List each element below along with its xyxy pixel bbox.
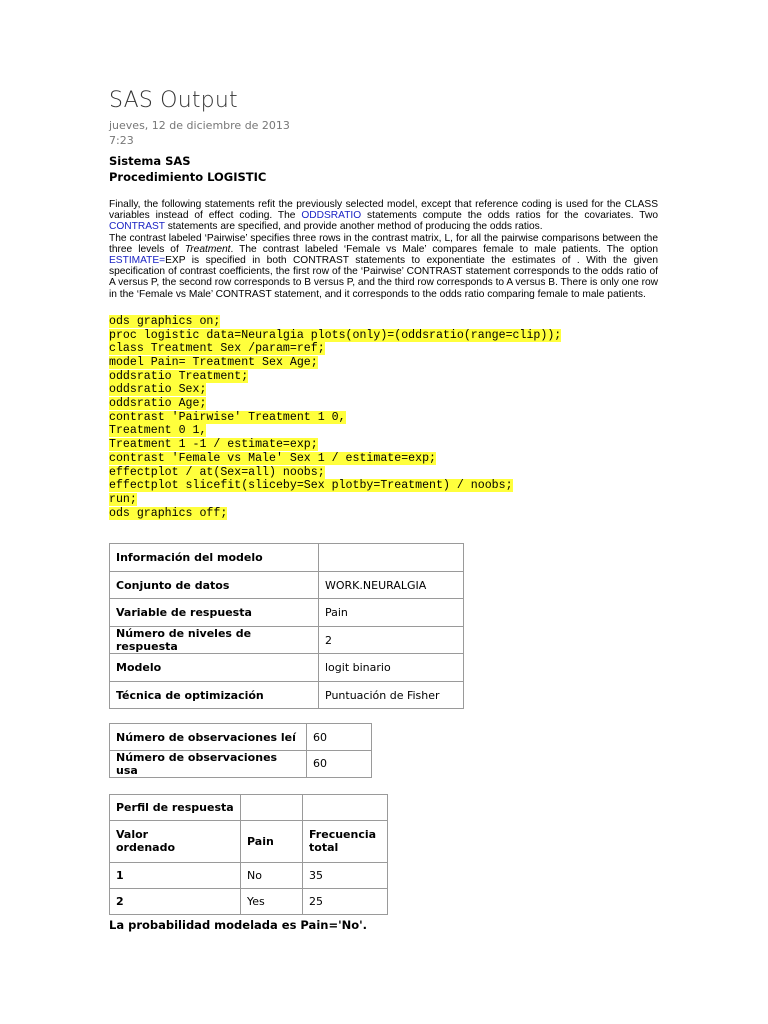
sas-code-block	[109, 315, 661, 521]
table-cell: Técnica de optimización	[110, 681, 319, 709]
table-row	[110, 750, 372, 777]
modeled-probability-note: La probabilidad modelada es Pain='No'.	[109, 917, 368, 932]
response-profile-table	[109, 794, 388, 915]
code-line	[109, 438, 661, 452]
table-cell: Modelo	[110, 654, 319, 682]
code-line	[109, 315, 661, 329]
table-cell: 35	[303, 862, 388, 888]
description-paragraph-2	[109, 233, 658, 300]
paragraph-text: . The contrast labeled ‘Female vs Male’ compares female to male patients. The option	[230, 243, 658, 255]
paragraph-text: statements are specified, and provide another method of producing the odds ratios.	[164, 221, 543, 233]
procedure-name: Procedimiento LOGISTIC	[109, 170, 267, 184]
table-row	[110, 681, 464, 709]
total-frequency-header: Frecuencia total	[303, 820, 388, 862]
table-cell: Número de observaciones usa	[110, 750, 307, 777]
table-cell: No	[241, 862, 303, 888]
table-cell: logit binario	[319, 654, 464, 682]
description-text	[109, 199, 658, 300]
code-text: effectplot slicefit(sliceby=Sex plotby=Treatment) / noobs;	[109, 479, 513, 493]
code-text: oddsratio Sex;	[109, 383, 207, 397]
table-cell: Número de niveles de respuesta	[110, 626, 319, 654]
code-text: contrast 'Female vs Male' Sex 1 / estimate=exp;	[109, 451, 436, 465]
code-line	[109, 479, 661, 493]
paragraph-text: statements compute the odds ratios for the covariates. Two	[361, 210, 658, 222]
code-line	[109, 397, 661, 411]
response-profile-title: Perfil de respuesta	[110, 794, 241, 820]
paragraph-text: EXP is specified in both CONTRAST statements to exponentiate the estimates of . With the given specification of contrast coefficients, the first row of the ‘Pairwise’ CONTRAST statement corresponds to the odds ratio of A versus P, the second row corresponds to B versus P, and the third row corresponds to A versus B. There is only one row in the ‘Female vs Male’ CONTRAST statement, and it corresponds to the odds ratio comparing female to male patients.	[109, 255, 658, 300]
table-row	[110, 654, 464, 682]
description-paragraph-1	[109, 199, 658, 233]
table-row	[110, 862, 388, 888]
table-cell: Variable de respuesta	[110, 599, 319, 627]
code-text: contrast 'Pairwise' Treatment 1 0,	[109, 410, 346, 424]
system-name: Sistema SAS	[109, 154, 191, 168]
code-text: class Treatment Sex /param=ref;	[109, 342, 325, 356]
table-cell: Yes	[241, 888, 303, 914]
table-cell: Conjunto de datos	[110, 571, 319, 599]
paragraph-text: Finally, the following statements refit the previously selected model, except that reference coding is used for the CLASS variables instead of effect coding. The	[109, 199, 658, 222]
code-text: Treatment 0 1,	[109, 424, 207, 438]
code-line	[109, 342, 661, 356]
paragraph-text: The contrast labeled ‘Pairwise’ specifies three rows in the contrast matrix, L, for all the pairwise comparisons between the three levels of	[109, 232, 658, 255]
code-text: ods graphics on;	[109, 314, 221, 328]
code-line	[109, 424, 661, 438]
code-text: effectplot / at(Sex=all) noobs;	[109, 465, 325, 479]
table-cell: 2	[110, 888, 241, 914]
table-row	[110, 571, 464, 599]
table-cell: Información del modelo	[110, 544, 319, 572]
table-row	[110, 626, 464, 654]
code-text: Treatment 1 -1 / estimate=exp;	[109, 438, 318, 452]
code-line	[109, 356, 661, 370]
estimate-keyword-link[interactable]: ESTIMATE=	[109, 255, 166, 267]
table-row	[110, 544, 464, 572]
code-line	[109, 507, 661, 521]
code-text: oddsratio Age;	[109, 397, 207, 411]
model-information-table	[109, 543, 464, 709]
page-title: SAS Output	[109, 88, 238, 113]
table-cell: WORK.NEURALGIA	[319, 571, 464, 599]
table-cell: Número de observaciones leí	[110, 724, 307, 751]
code-text: proc logistic data=Neuralgia plots(only)=(oddsratio(range=clip));	[109, 328, 562, 342]
code-line	[109, 493, 661, 507]
contrast-keyword-link[interactable]: CONTRAST	[109, 221, 165, 233]
table-cell: 60	[307, 724, 372, 751]
table-row	[110, 599, 464, 627]
code-text: run;	[109, 492, 137, 506]
table-cell: 1	[110, 862, 241, 888]
code-line	[109, 383, 661, 397]
code-line	[109, 452, 661, 466]
table-cell: 60	[307, 750, 372, 777]
table-cell: 25	[303, 888, 388, 914]
post-time: 7:23	[109, 134, 134, 147]
response-profile-header-row	[110, 820, 388, 862]
treatment-term: Treatment	[184, 243, 231, 255]
code-line	[109, 466, 661, 480]
table-row	[110, 724, 372, 751]
observations-table	[109, 723, 372, 778]
table-cell	[241, 794, 303, 820]
response-profile-title-row	[110, 794, 388, 820]
code-text: ods graphics off;	[109, 506, 228, 520]
sas-output-page	[109, 88, 661, 933]
code-text: oddsratio Treatment;	[109, 369, 249, 383]
table-cell: Pain	[319, 599, 464, 627]
ordered-value-header: Valor ordenado	[110, 820, 241, 862]
post-date: jueves, 12 de diciembre de 2013	[109, 119, 290, 132]
code-line	[109, 370, 661, 384]
oddsratio-keyword-link[interactable]: ODDSRATIO	[301, 210, 362, 222]
table-row	[110, 888, 388, 914]
table-cell: Puntuación de Fisher	[319, 681, 464, 709]
table-cell	[303, 794, 388, 820]
code-text: model Pain= Treatment Sex Age;	[109, 355, 318, 369]
pain-header: Pain	[241, 820, 303, 862]
code-line	[109, 411, 661, 425]
code-line	[109, 329, 661, 343]
table-cell	[319, 544, 464, 572]
table-cell: 2	[319, 626, 464, 654]
